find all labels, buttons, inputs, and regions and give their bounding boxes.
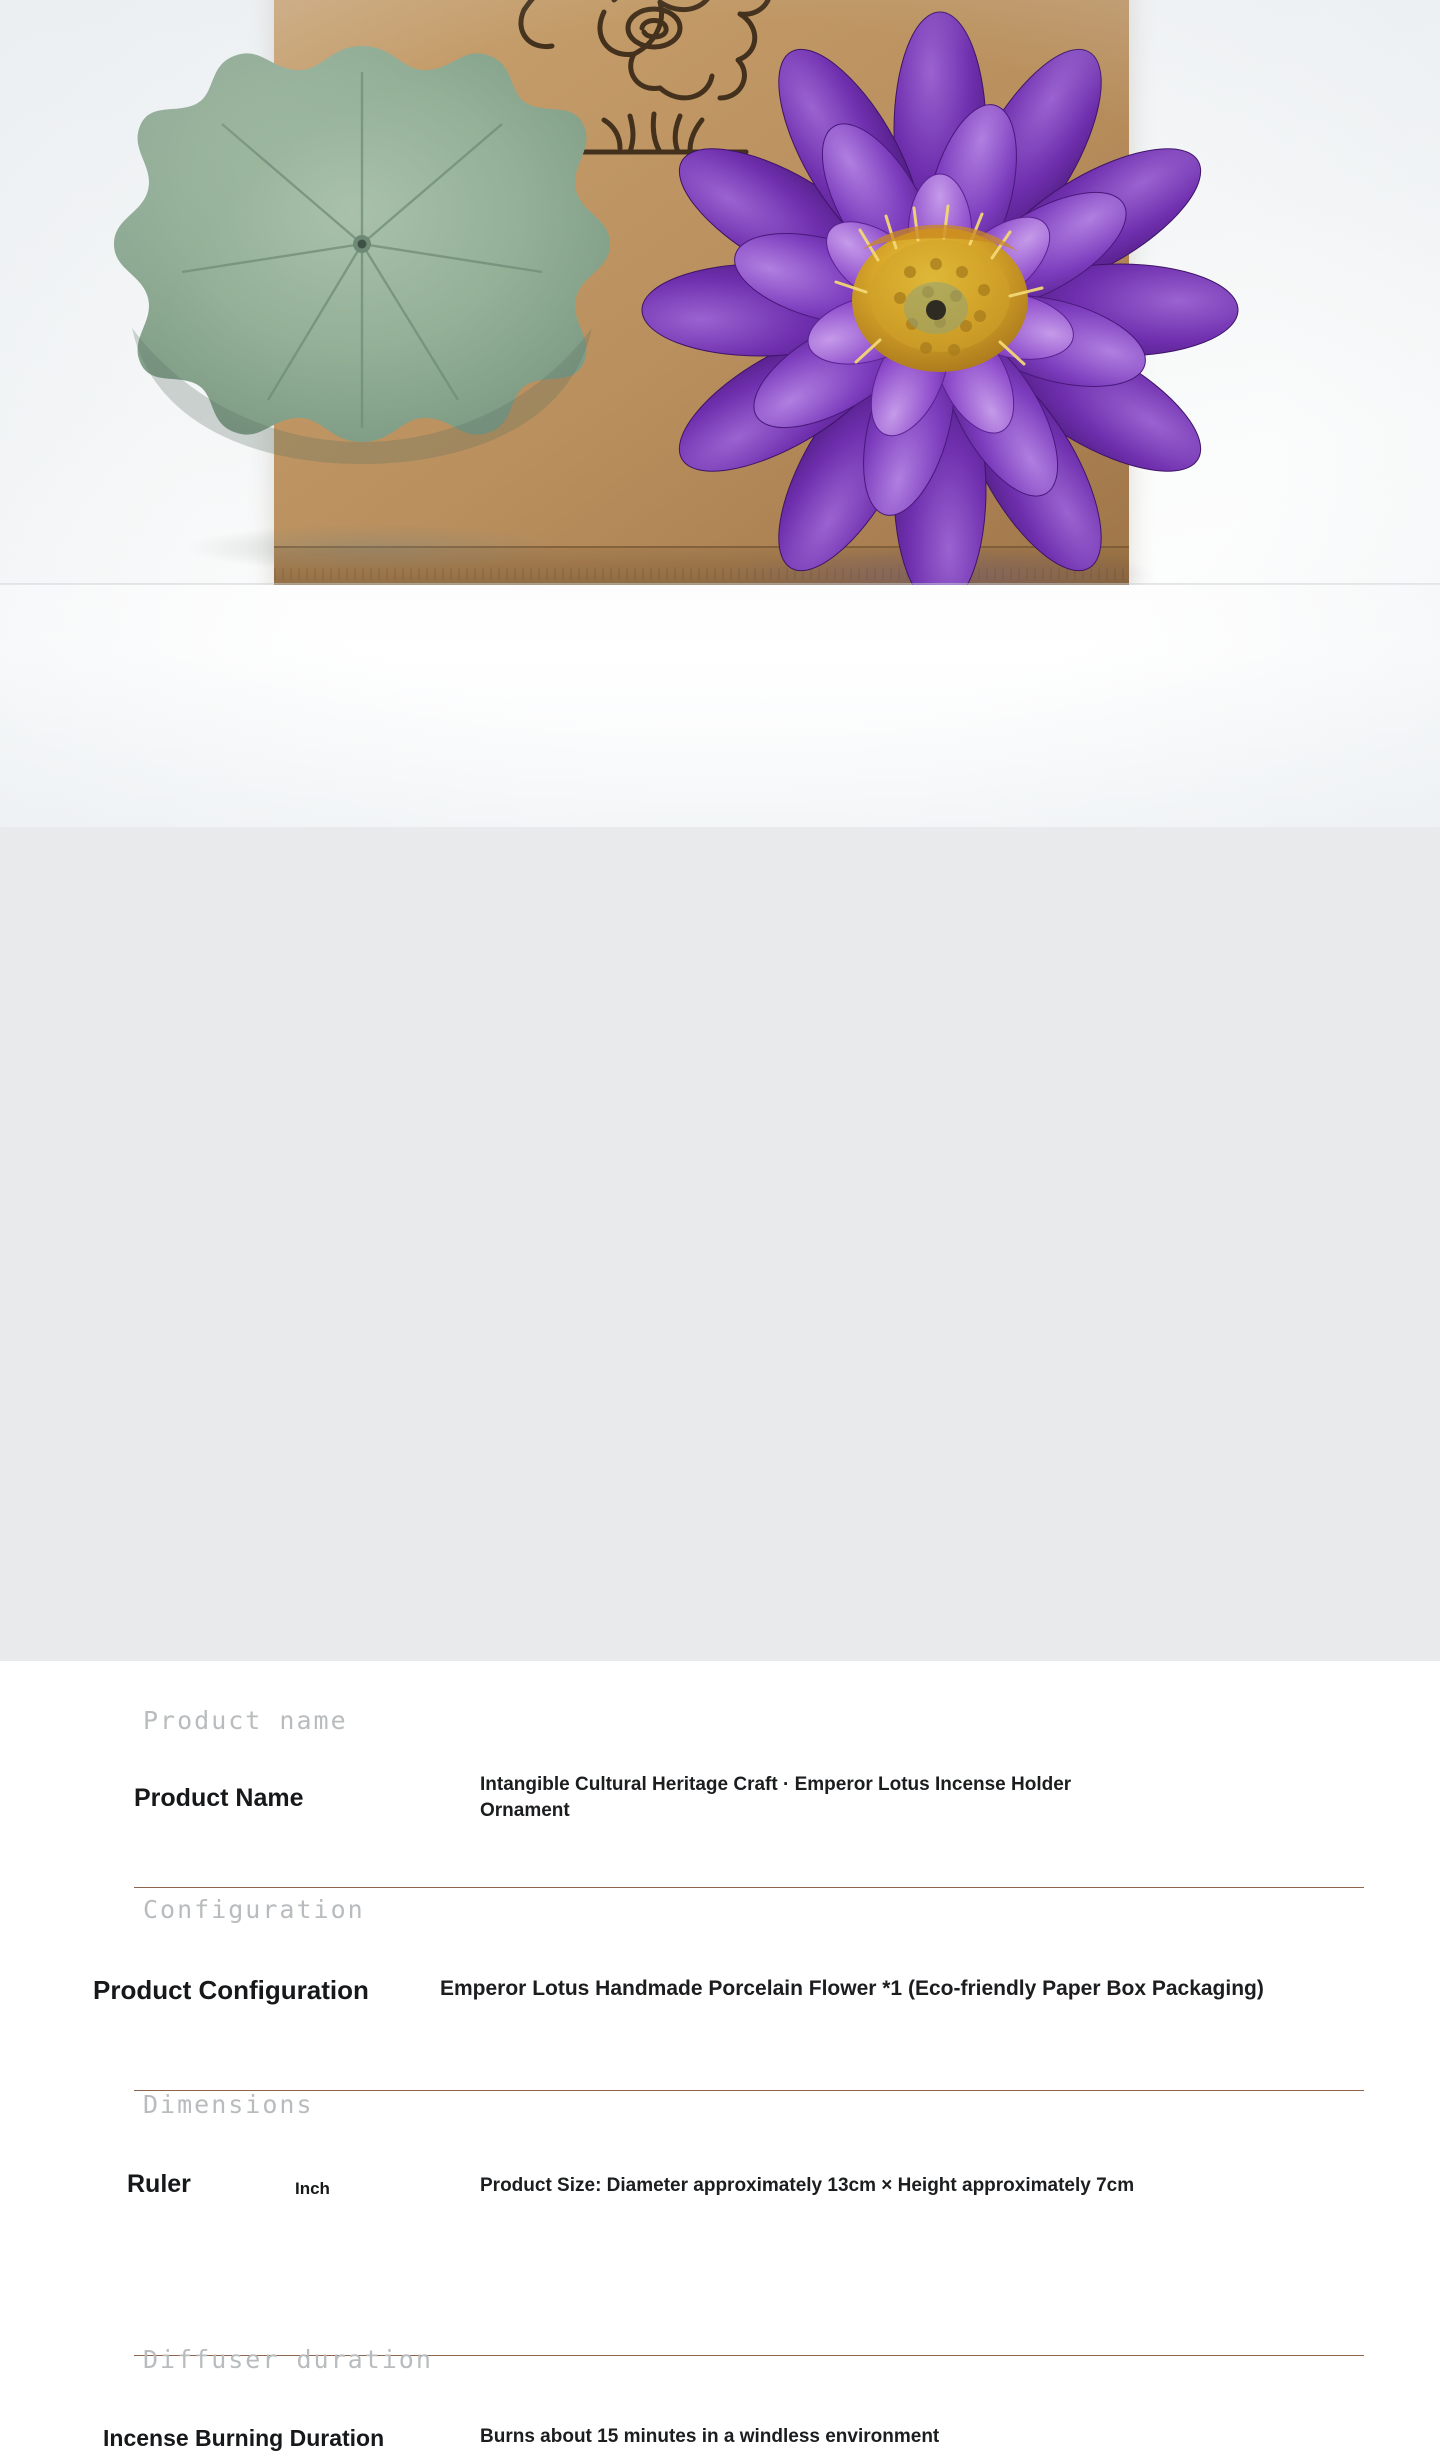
purple-lotus-incense-holder [600, 10, 1280, 610]
spec-label-product-name: Product Name [134, 1784, 304, 1812]
spec-divider-1 [134, 1887, 1364, 1888]
spec-unit-inch: Inch [295, 2179, 330, 2198]
spec-value-product-name: Intangible Cultural Heritage Craft · Emperor Lotus Incense Holder Ornament [480, 1774, 1072, 1821]
spec-divider-2 [134, 2090, 1364, 2091]
table-surface [0, 585, 1440, 827]
spec-value-product-configuration: Emperor Lotus Handmade Porcelain Flower *1 (Eco-friendly Paper Box Packaging) [440, 1977, 1264, 2000]
spec-label-ruler: Ruler [127, 2170, 191, 2198]
spec-ghost-label-product-name: Product name [143, 1706, 348, 1735]
product-spec-sheet [0, 827, 1440, 2451]
lotus-leaf-plate [72, 28, 652, 573]
spec-ghost-label-configuration: Configuration [143, 1895, 365, 1924]
spec-label-incense-burning-duration: Incense Burning Duration [103, 2425, 385, 2451]
spec-ghost-label-dimensions: Dimensions [143, 2090, 314, 2119]
spec-value-dimensions: Product Size: Diameter approximately 13cm × Height approximately 7cm [480, 2175, 1135, 2196]
product-hero-image [0, 0, 1440, 827]
spec-value-burning-duration: Burns about 15 minutes in a windless environment [480, 2426, 940, 2447]
spec-label-product-configuration: Product Configuration [93, 1975, 369, 2005]
spec-ghost-label-diffuser-duration: Diffuser duration [143, 2345, 433, 2374]
